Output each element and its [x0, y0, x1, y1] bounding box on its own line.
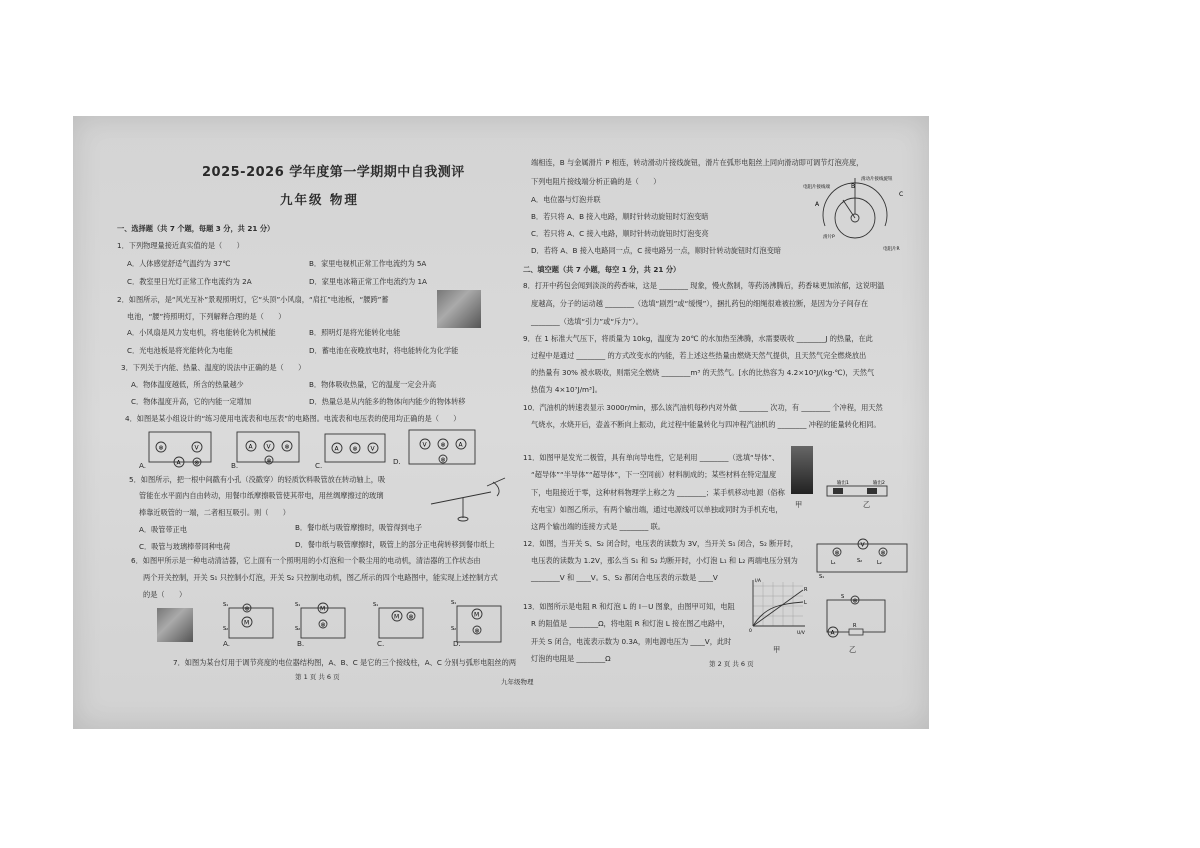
q9-line4: 热值为 4×10⁷J/m³]。 [531, 385, 602, 394]
q4-circuit-diagrams [139, 426, 509, 470]
svg-text:S₂: S₂ [223, 626, 229, 632]
svg-text:S₂: S₂ [295, 626, 301, 632]
circuit-caption-yi: 乙 [849, 645, 857, 654]
svg-text:S₂: S₂ [857, 558, 863, 564]
q11-line3: 下，电阻接近于零，这种材料物理学上称之为 ________；某手机移动电源（俗称 [531, 488, 785, 497]
q4-label-b: B. [231, 461, 239, 470]
svg-text:A: A [458, 441, 463, 449]
q6-line3: 的是（ ） [143, 590, 187, 599]
graph-l-label: L [804, 600, 807, 606]
svg-text:A: A [830, 629, 835, 637]
svg-text:S₁: S₁ [373, 602, 379, 608]
exam-title: 2025-2026 学年度第一学期期中自我测评 [202, 165, 465, 180]
svg-text:M: M [244, 619, 250, 627]
svg-text:⊗: ⊗ [194, 459, 200, 467]
svg-text:V: V [422, 441, 427, 449]
svg-text:V: V [860, 541, 865, 549]
svg-text:S₁: S₁ [223, 602, 229, 608]
q1-option-a: A．人体感觉舒适气温约为 37℃ [127, 259, 231, 268]
svg-text:A: A [334, 445, 339, 453]
q8-line1: 8．打开中药包会闻到淡淡的药香味，这是 ________ 现象，慢火熬制，等药汤沸腾后，药香味更加浓郁，这说明温 [523, 281, 885, 290]
left-page-footer: 第 1 页 共 6 页 [295, 673, 340, 681]
q13-line2: R 的阻值是 ________Ω，将电阻 R 和灯泡 L 接在图乙电路中， [531, 619, 730, 628]
output1-label: 输出1 [837, 481, 849, 486]
q11-line4: 充电宝）如图乙所示，有两个输出端，通过电源线可以单独或同时为手机充电， [531, 505, 783, 514]
q2-option-b: B．照明灯是将光能转化电能 [309, 328, 401, 337]
q4-circuit-c [325, 434, 385, 462]
q12-line2: 电压表的读数为 1.2V，那么当 S₁ 和 S₂ 均断开时，小灯泡 L₁ 和 L₂ 两端电压分别为 [531, 556, 798, 565]
q7-option-a: A．电位器与灯泡并联 [531, 195, 601, 204]
q4-label-d: D. [393, 457, 401, 466]
graph-r-label: R [804, 587, 808, 593]
svg-text:S₁: S₁ [295, 602, 301, 608]
q7-line1-right: 端相连，B 与金属滑片 P 相连，转动滑动片接线旋钮，滑片在弧形电阻丝上同向滑动即可调节灯泡亮度， [531, 158, 864, 167]
q1-stem: 1．下列物理量接近真实值的是（ ） [117, 241, 244, 250]
q7-option-b: B．若只将 A、B 接入电路，顺时针转动旋钮时灯泡变暗 [531, 212, 709, 221]
q11-line2: “超导体”“半导体”“超导体”，下一空同前）材料制成的；某些材料在特定温度 [531, 470, 777, 479]
svg-text:⊗: ⊗ [158, 444, 164, 452]
graph-x-label: U/V [797, 631, 805, 636]
svg-text:⊗: ⊗ [320, 621, 326, 629]
straw-rotation-figure [427, 474, 513, 524]
q7-line1-left: 7．如图为某台灯用于调节亮度的电位器结构图，A、B、C 是它的三个接线柱，A、C 分别与弧形电阻丝的两 [173, 658, 517, 667]
q7-option-c: C．若只将 A、C 接入电路，顺时针转动旋钮时灯泡变亮 [531, 229, 709, 238]
svg-text:A: A [176, 459, 181, 467]
q3-stem: 3．下列关于内能、热量、温度的说法中正确的是（ ） [121, 363, 306, 372]
q2-line2: 电池，“腰”挎照明灯，下列解释合理的是（ ） [127, 312, 286, 321]
q13-line4: 灯泡的电阻是 ________Ω [531, 654, 611, 663]
q10-line2: 气烧水，水烧开后，壶盖不断向上振动，此过程中能量转化与四冲程汽油机的 ________ 冲程的能量转化相同。 [531, 420, 881, 429]
fig-label-resistor: 电阻片R [883, 247, 900, 252]
q6-label-d: D. [453, 639, 461, 648]
q3-option-b: B．物体吸收热量，它的温度一定会升高 [309, 380, 437, 389]
q5-line2: 管能在水平面内自由转动，用餐巾纸摩擦吸管使其带电，用丝绸摩擦过的玻璃 [139, 491, 384, 500]
q2-option-d: D．蓄电池在夜晚放电时，将电能转化为化学能 [309, 346, 459, 355]
q8-line3: ________（选填“引力”或“斥力”）。 [531, 317, 643, 326]
q2-line1: 2．如图所示，是“风光互补”景观照明灯，它“头顶”小风扇，“肩扛”电池板，“腰跨”蓄 [117, 295, 389, 304]
svg-text:⊗: ⊗ [408, 613, 414, 621]
q13-line3: 开关 S 闭合，电流表示数为 0.3A，则电源电压为 ____V，此时 [531, 637, 732, 646]
q9-line1: 9．在 1 标准大气压下，将质量为 10kg，温度为 20℃ 的水加热至沸腾，水需要吸收 ________J 的热量，在此 [523, 334, 873, 343]
svg-text:⊗: ⊗ [440, 441, 446, 449]
q4-circuit-a [149, 432, 211, 467]
q1-option-c: C．教室里日光灯正常工作电流约为 2A [127, 277, 252, 286]
q13-circuit [821, 592, 891, 644]
q2-option-c: C．光电池板是将光能转化为电能 [127, 346, 233, 355]
q10-line1: 10．汽油机的转速表显示 3000r/min，那么该汽油机每秒内对外做 ________ 次功，有 ________ 个冲程，用天然 [523, 403, 883, 412]
svg-text:⊗: ⊗ [352, 445, 358, 453]
svg-text:S₂: S₂ [451, 626, 457, 632]
potentiometer-figure [803, 174, 915, 254]
svg-text:⊗: ⊗ [852, 597, 858, 605]
exam-subtitle: 九年级 物理 [280, 192, 359, 207]
q6-circuit-diagrams [219, 600, 519, 652]
q5-line3: 棒靠近吸管的一端，二者相互吸引。则（ ） [139, 508, 290, 517]
q6-circuit-c [373, 602, 423, 638]
q11-line5: 这两个输出端的连接方式是 ________ 联。 [531, 522, 665, 531]
q6-circuit-a [223, 602, 273, 638]
q9-line2: 过程中是通过 ________ 的方式改变水的内能，若上述这些热量由燃烧天然气提供，且天然气完全燃烧放出 [531, 351, 867, 360]
q6-label-b: B. [297, 639, 305, 648]
q8-line2: 度越高，分子的运动越 ________（选填“剧烈”或“缓慢”），捆扎药包的细绳很难被拉断，是因为分子间存在 [531, 299, 869, 308]
fig-label-c: C [899, 191, 904, 198]
svg-text:S₁: S₁ [819, 574, 825, 578]
right-page-footer: 第 2 页 共 6 页 [709, 660, 754, 668]
fig-label-yi-q11: 乙 [863, 500, 871, 509]
right-page [523, 116, 923, 729]
q4-stem: 4．如图是某小组设计的“练习使用电流表和电压表”的电路图。电流表和电压表的使用均正确的是（ ） [125, 414, 461, 423]
graph-caption-jia: 甲 [773, 645, 781, 654]
q12-line1: 12．如图，当开关 S、S₂ 闭合时，电压表的读数为 3V，当开关 S₁ 闭合，S₂ 断开时， [523, 539, 798, 548]
q12-line3: ________V 和 ____V。S、S₂ 都闭合电压表的示数是 ____V [531, 573, 718, 582]
svg-text:V: V [194, 444, 199, 452]
q12-circuit [807, 538, 917, 578]
iu-graph [743, 576, 809, 640]
svg-text:R: R [853, 623, 857, 629]
q6-line1: 6．如图甲所示是一种电动清洁器，它上面有一个照明用的小灯泡和一个吸尘用的电动机，清洁器的工作状态由 [131, 556, 481, 565]
fig-label-knob: 滑动片接线旋钮 [861, 177, 893, 182]
fig-label-slider: 滑片P [823, 235, 835, 240]
q1-option-d: D．家里电冰箱正常工作电流约为 1A [309, 277, 427, 286]
q6-circuit-b [295, 602, 345, 638]
svg-text:S: S [841, 594, 845, 600]
svg-text:⊗: ⊗ [266, 457, 272, 465]
q5-option-b: B．餐巾纸与吸管摩擦时，吸管得到电子 [295, 523, 423, 532]
q5-option-a: A．吸管带正电 [139, 525, 188, 534]
q9-line3: 的热量有 30% 被水吸收，则需完全燃烧 ________m³ 的天然气。[水的比热容为 4.2×10³J/(kg·℃)，天然气 [531, 368, 875, 377]
q7-line2: 下列电阻片接线端分析正确的是（ ） [531, 177, 661, 186]
street-lamp-photo [437, 290, 481, 328]
svg-text:⊗: ⊗ [440, 456, 446, 464]
q1-option-b: B．家里电视机正常工作电流约为 5A [309, 259, 427, 268]
svg-text:V: V [370, 445, 375, 453]
q4-circuit-d [409, 430, 475, 464]
section-2-heading: 二、填空题（共 7 小题，每空 1 分，共 21 分） [523, 265, 681, 274]
q7-option-d: D．若将 A、B 接入电路同一点，C 接电路另一点，顺时针转动旋钮时灯泡变暗 [531, 246, 782, 255]
q3-option-c: C．物体温度升高，它的内能一定增加 [131, 397, 252, 406]
fig-label-terminal: 电阻片接线端 [803, 185, 830, 190]
q3-option-a: A．物体温度越低，所含的热量越少 [131, 380, 244, 389]
q6-line2: 两个开关控制，开关 S₁ 只控制小灯泡，开关 S₂ 只控制电动机，图乙所示的四个电路图中，能实现上述控制方式 [143, 573, 498, 582]
q6-label-c: C. [377, 639, 385, 648]
exam-sheet [73, 116, 929, 729]
left-page [109, 116, 517, 729]
q4-label-a: A. [139, 461, 147, 470]
cleaner-photo [157, 608, 193, 642]
fig-label-jia-q11: 甲 [795, 500, 803, 509]
q6-circuit-d [451, 600, 501, 642]
q11-line1: 11．如图甲是发光二极管，具有单向导电性，它是利用 ________（选填“导体”、 [523, 453, 780, 462]
q6-label-a: A. [223, 639, 231, 648]
q13-line1: 13．如图所示是电阻 R 和灯泡 L 的 I－U 图象，由图甲可知，电阻 [523, 602, 735, 611]
svg-text:M: M [320, 605, 326, 613]
graph-y-label: I/A [755, 579, 761, 584]
svg-text:V: V [266, 443, 271, 451]
fig-label-a: A [815, 201, 820, 208]
svg-text:A: A [248, 443, 253, 451]
svg-text:L₂: L₂ [877, 560, 882, 566]
svg-text:L₁: L₁ [831, 560, 836, 566]
fig-label-b: B [851, 183, 856, 190]
graph-origin: 0 [749, 629, 752, 634]
svg-text:⊗: ⊗ [834, 549, 840, 557]
section-1-heading: 一、选择题（共 7 个题，每题 3 分，共 21 分） [117, 224, 275, 233]
q4-circuit-b [237, 432, 299, 465]
bottom-subject-label: 九年级物理 [501, 678, 534, 686]
q3-option-d: D．热量总是从内能多的物体向内能少的物体转移 [309, 397, 466, 406]
svg-text:⊗: ⊗ [474, 627, 480, 635]
svg-text:⊗: ⊗ [880, 549, 886, 557]
q5-line1: 5．如图所示，把一根中间戳有小孔（没戳穿）的轻质饮料吸管放在转动轴上，吸 [129, 475, 386, 484]
led-photo [791, 446, 813, 494]
svg-text:M: M [394, 613, 400, 621]
svg-text:⊗: ⊗ [244, 605, 250, 613]
output2-label: 输出2 [873, 481, 885, 486]
svg-text:M: M [474, 611, 480, 619]
svg-text:⊗: ⊗ [284, 443, 290, 451]
q2-option-a: A．小风扇是风力发电机，将电能转化为机械能 [127, 328, 276, 337]
q5-option-c: C．吸管与玻璃棒带同种电荷 [139, 542, 231, 551]
q5-option-d: D．餐巾纸与吸管摩擦时，吸管上的部分正电荷转移到餐巾纸上 [295, 540, 495, 549]
svg-text:S₁: S₁ [451, 600, 457, 606]
q4-label-c: C. [315, 461, 323, 470]
